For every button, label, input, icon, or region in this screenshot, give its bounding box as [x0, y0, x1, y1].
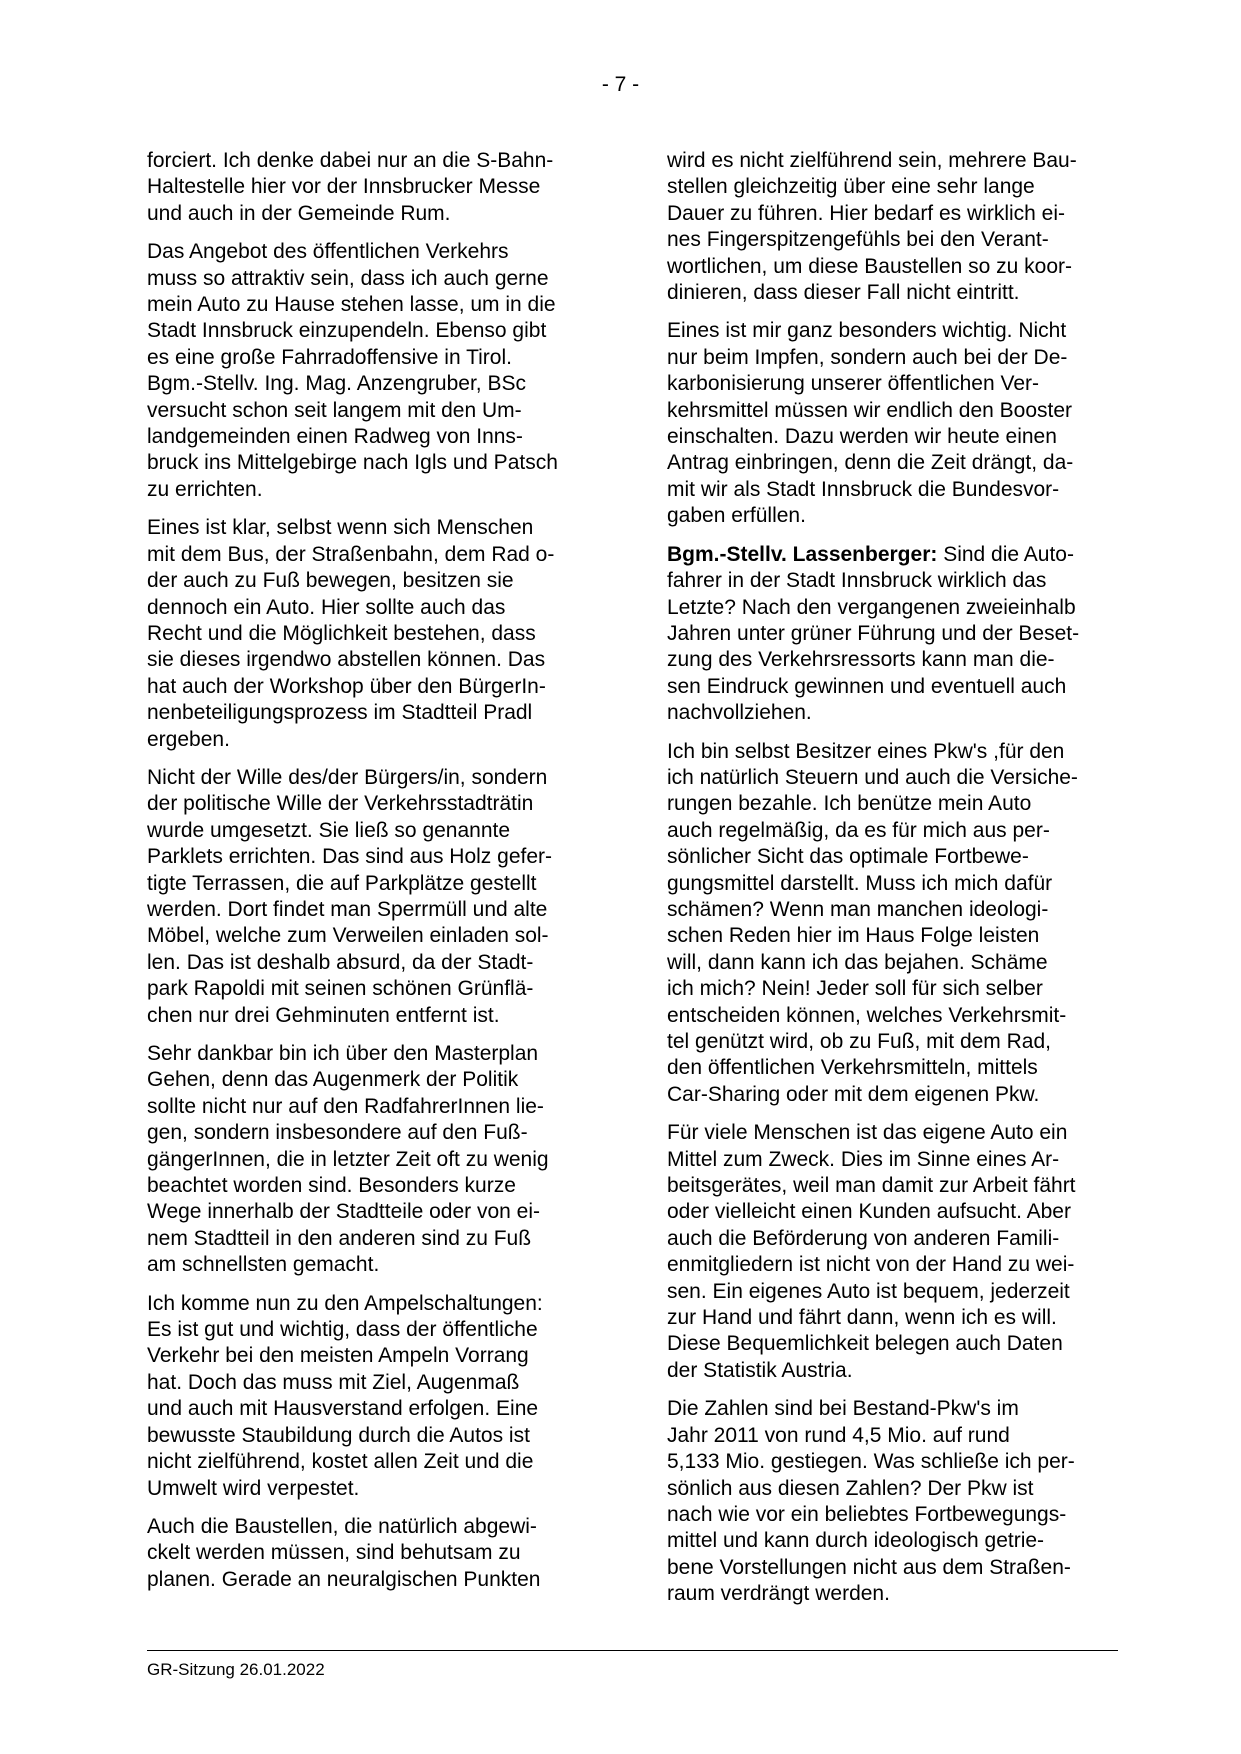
paragraph-line: rungen bezahle. Ich benütze mein Auto — [667, 792, 1032, 816]
paragraph-line: Recht und die Möglichkeit bestehen, dass — [147, 621, 536, 645]
left-paragraph-5 — [147, 1041, 602, 1279]
right-column — [667, 148, 1127, 1620]
paragraph-line: versucht schon seit langem mit den Um- — [147, 398, 522, 422]
paragraph-line: nach wie vor ein beliebtes Fortbewegungs- — [667, 1502, 1067, 1526]
paragraph-line: wortlichen, um diese Baustellen so zu koor- — [667, 254, 1073, 278]
paragraph-line: mit dem Bus, der Straßenbahn, dem Rad o- — [147, 542, 555, 566]
paragraph-line: Eines ist mir ganz besonders wichtig. Nicht — [667, 319, 1067, 343]
paragraph-line: werden. Dort findet man Sperrmüll und alte — [147, 897, 548, 921]
paragraph-line: mein Auto zu Hause stehen lasse, um in die — [147, 293, 556, 317]
paragraph-line: der auch zu Fuß bewegen, besitzen sie — [147, 569, 514, 593]
paragraph-line: ich natürlich Steuern und auch die Versiche- — [667, 765, 1078, 789]
paragraph-line: Sehr dankbar bin ich über den Masterplan — [147, 1042, 539, 1065]
left-paragraph-4 — [147, 765, 602, 1029]
left-column — [147, 148, 602, 1605]
paragraph-line: am schnellsten gemacht. — [147, 1253, 380, 1277]
footer-session-date: GR-Sitzung 26.01.2022 — [147, 1660, 325, 1679]
paragraph-line: den öffentlichen Verkehrsmitteln, mittels — [667, 1056, 1038, 1080]
paragraph-line: landgemeinden einen Radweg von Inns- — [147, 425, 523, 449]
paragraph-line: Verkehr bei den meisten Ampeln Vorrang — [147, 1344, 529, 1368]
paragraph-line: Ich komme nun zu den Ampelschaltungen: — [147, 1291, 543, 1315]
speaker-name: Bgm.-Stellv. Lassenberger: — [667, 542, 938, 566]
paragraph-line: Gehen, denn das Augenmerk der Politik — [147, 1068, 519, 1092]
paragraph-line: sen. Ein eigenes Auto ist bequem, jederzeit — [667, 1279, 1070, 1303]
paragraph-line: oder vielleicht einen Kunden aufsucht. Aber — [667, 1200, 1071, 1224]
paragraph-line: dinieren, dass dieser Fall nicht eintritt. — [667, 281, 1020, 305]
paragraph-line: planen. Gerade an neuralgischen Punkten — [147, 1567, 541, 1591]
paragraph-line: ckelt werden müssen, sind behutsam zu — [147, 1541, 521, 1565]
paragraph-line: es eine große Fahrradoffensive in Tirol. — [147, 345, 512, 369]
paragraph-line: 5,133 Mio. gestiegen. Was schließe ich per- — [667, 1450, 1075, 1474]
paragraph-line: sönlich aus diesen Zahlen? Der Pkw ist — [667, 1476, 1034, 1500]
paragraph-line: bruck ins Mittelgebirge nach Igls und Patsch — [147, 451, 558, 475]
paragraph-line: schen Reden hier im Haus Folge leisten — [667, 924, 1040, 948]
left-paragraph-2 — [147, 239, 602, 503]
paragraph-line: Dauer zu führen. Hier bedarf es wirklich ei- — [667, 201, 1065, 225]
left-paragraph-3 — [147, 515, 602, 753]
paragraph-line: Umwelt wird verpestet. — [147, 1476, 360, 1500]
paragraph-line: sen Eindruck gewinnen und eventuell auch — [667, 674, 1067, 698]
right-paragraph-6 — [667, 1396, 1127, 1607]
paragraph-line: schämen? Wenn man manchen ideologi- — [667, 897, 1049, 921]
paragraph-line: sollte nicht nur auf den RadfahrerInnen lie- — [147, 1094, 544, 1118]
paragraph-line: und auch mit Hausverstand erfolgen. Eine — [147, 1397, 539, 1421]
paragraph-line: beitsgerätes, weil man damit zur Arbeit fährt — [667, 1174, 1076, 1198]
speaker-text: Sind die Auto- — [937, 542, 1074, 566]
paragraph-line: Es ist gut und wichtig, dass der öffentliche — [147, 1318, 538, 1342]
paragraph-line: zur Hand und fährt dann, wenn ich es will. — [667, 1306, 1057, 1330]
paragraph-line: hat. Doch das muss mit Ziel, Augenmaß — [147, 1370, 520, 1394]
paragraph-line: zu errichten. — [147, 477, 263, 501]
paragraph-line: gaben erfüllen. — [667, 504, 806, 528]
paragraph-line: nicht zielführend, kostet allen Zeit und die — [147, 1450, 534, 1474]
speaker-text-rest — [667, 568, 1127, 726]
paragraph-line: dennoch ein Auto. Hier sollte auch das — [147, 595, 506, 619]
paragraph-line: gungsmittel darstellt. Muss ich mich dafür — [667, 871, 1053, 895]
paragraph-line: Bgm.-Stellv. Ing. Mag. Anzengruber, BSc — [147, 372, 526, 396]
paragraph-line: nes Fingerspitzengefühls bei den Verant- — [667, 228, 1049, 252]
paragraph-line: kehrsmittel müssen wir endlich den Booster — [667, 398, 1073, 422]
paragraph-line: chen nur drei Gehminuten entfernt ist. — [147, 1003, 500, 1027]
paragraph-line: Car-Sharing oder mit dem eigenen Pkw. — [667, 1082, 1040, 1106]
paragraph-line: raum verdrängt werden. — [667, 1582, 890, 1606]
paragraph-line: fahrer in der Stadt Innsbruck wirklich das — [667, 569, 1047, 593]
paragraph-line: mittel und kann durch ideologisch getrie- — [667, 1529, 1045, 1553]
paragraph-line: auch die Beförderung von anderen Famili- — [667, 1226, 1060, 1250]
paragraph-line: Das Angebot des öffentlichen Verkehrs — [147, 240, 509, 264]
footer-divider — [147, 1650, 1118, 1651]
left-paragraph-7 — [147, 1514, 602, 1593]
paragraph-line: auch regelmäßig, da es für mich aus per- — [667, 818, 1050, 842]
paragraph-line: Auch die Baustellen, die natürlich abgewi- — [147, 1514, 537, 1538]
paragraph-line: enmitgliedern ist nicht von der Hand zu wei- — [667, 1253, 1075, 1277]
paragraph-line: Ich bin selbst Besitzer eines Pkw's ,für den — [667, 739, 1065, 763]
left-paragraph-1 — [147, 148, 602, 227]
paragraph-line: wird es nicht zielführend sein, mehrere Bau- — [667, 149, 1077, 172]
paragraph-line: Mittel zum Zweck. Dies im Sinne eines Ar- — [667, 1147, 1060, 1171]
paragraph-line: Für viele Menschen ist das eigene Auto ein — [667, 1121, 1068, 1145]
paragraph-line: hat auch der Workshop über den BürgerIn- — [147, 674, 546, 698]
paragraph-line: Wege innerhalb der Stadtteile oder von ei- — [147, 1200, 541, 1224]
paragraph-line: zung des Verkehrsressorts kann man die- — [667, 648, 1055, 672]
paragraph-line: stellen gleichzeitig über eine sehr lange — [667, 175, 1035, 199]
paragraph-line: Antrag einbringen, denn die Zeit drängt, da- — [667, 451, 1074, 475]
paragraph-line: tigte Terrassen, die auf Parkplätze gestellt — [147, 871, 537, 895]
paragraph-line: Parklets errichten. Das sind aus Holz gefer- — [147, 845, 552, 869]
paragraph-line: wurde umgesetzt. Sie ließ so genannte — [147, 818, 511, 842]
right-paragraph-5 — [667, 1120, 1127, 1384]
paragraph-line: Eines ist klar, selbst wenn sich Menschen — [147, 516, 534, 540]
paragraph-line: und auch in der Gemeinde Rum. — [147, 201, 451, 225]
paragraph-line: Jahren unter grüner Führung und der Beset- — [667, 621, 1080, 645]
paragraph-line: Stadt Innsbruck einzupendeln. Ebenso gibt — [147, 319, 547, 343]
paragraph-line: nur beim Impfen, sondern auch bei der De- — [667, 345, 1068, 369]
paragraph-line: entscheiden können, welches Verkehrsmit- — [667, 1003, 1067, 1027]
paragraph-line: nachvollziehen. — [667, 701, 812, 725]
paragraph-line: ergeben. — [147, 727, 230, 751]
right-paragraph-3 — [667, 542, 1127, 727]
paragraph-line: mit wir als Stadt Innsbruck die Bundesvor- — [667, 477, 1060, 501]
paragraph-line: beachtet worden sind. Besonders kurze — [147, 1174, 516, 1198]
paragraph-line: bene Vorstellungen nicht aus dem Straßen- — [667, 1555, 1071, 1579]
right-paragraph-1 — [667, 148, 1127, 306]
paragraph-line: bewusste Staubildung durch die Autos ist — [147, 1423, 530, 1447]
paragraph-line: Die Zahlen sind bei Bestand-Pkw's im — [667, 1397, 1019, 1421]
paragraph-line: Letzte? Nach den vergangenen zweieinhalb — [667, 595, 1076, 619]
paragraph-line: einschalten. Dazu werden wir heute einen — [667, 425, 1057, 449]
paragraph-line: park Rapoldi mit seinen schönen Grünflä- — [147, 977, 534, 1001]
paragraph-line: gen, sondern insbesondere auf den Fuß- — [147, 1121, 528, 1145]
paragraph-line: sie dieses irgendwo abstellen können. Das — [147, 648, 546, 672]
paragraph-line: tel genützt wird, ob zu Fuß, mit dem Rad, — [667, 1030, 1051, 1053]
paragraph-line: len. Das ist deshalb absurd, da der Stadt- — [147, 950, 534, 974]
paragraph-line: der Statistik Austria. — [667, 1358, 853, 1382]
paragraph-line: nenbeteiligungsprozess im Stadtteil Pradl — [147, 701, 533, 725]
paragraph-line — [667, 542, 1127, 568]
paragraph-line: Diese Bequemlichkeit belegen auch Daten — [667, 1332, 1063, 1356]
page-number: - 7 - — [601, 73, 640, 96]
left-paragraph-6 — [147, 1291, 602, 1502]
paragraph-line: ich mich? Nein! Jeder soll für sich selber — [667, 977, 1043, 1001]
right-paragraph-2 — [667, 318, 1127, 529]
paragraph-line: karbonisierung unserer öffentlichen Ver- — [667, 372, 1040, 396]
paragraph-line: gängerInnen, die in letzter Zeit oft zu wenig — [147, 1147, 549, 1171]
paragraph-line: der politische Wille der Verkehrsstadträtin — [147, 792, 534, 816]
paragraph-line: Haltestelle hier vor der Innsbrucker Messe — [147, 175, 541, 199]
paragraph-line: Nicht der Wille des/der Bürgers/in, sondern — [147, 765, 548, 789]
paragraph-line: forciert. Ich denke dabei nur an die S-Bahn- — [147, 149, 554, 172]
paragraph-line: will, dann kann ich das bejahen. Schäme — [667, 950, 1048, 974]
paragraph-line: nem Stadtteil in den anderen sind zu Fuß — [147, 1226, 532, 1250]
paragraph-line: Möbel, welche zum Verweilen einladen sol- — [147, 924, 549, 948]
right-paragraph-4 — [667, 739, 1127, 1109]
paragraph-line: muss so attraktiv sein, dass ich auch gerne — [147, 266, 549, 290]
paragraph-line: Jahr 2011 von rund 4,5 Mio. auf rund — [667, 1423, 1010, 1447]
paragraph-line: sönlicher Sicht das optimale Fortbewe- — [667, 845, 1029, 869]
